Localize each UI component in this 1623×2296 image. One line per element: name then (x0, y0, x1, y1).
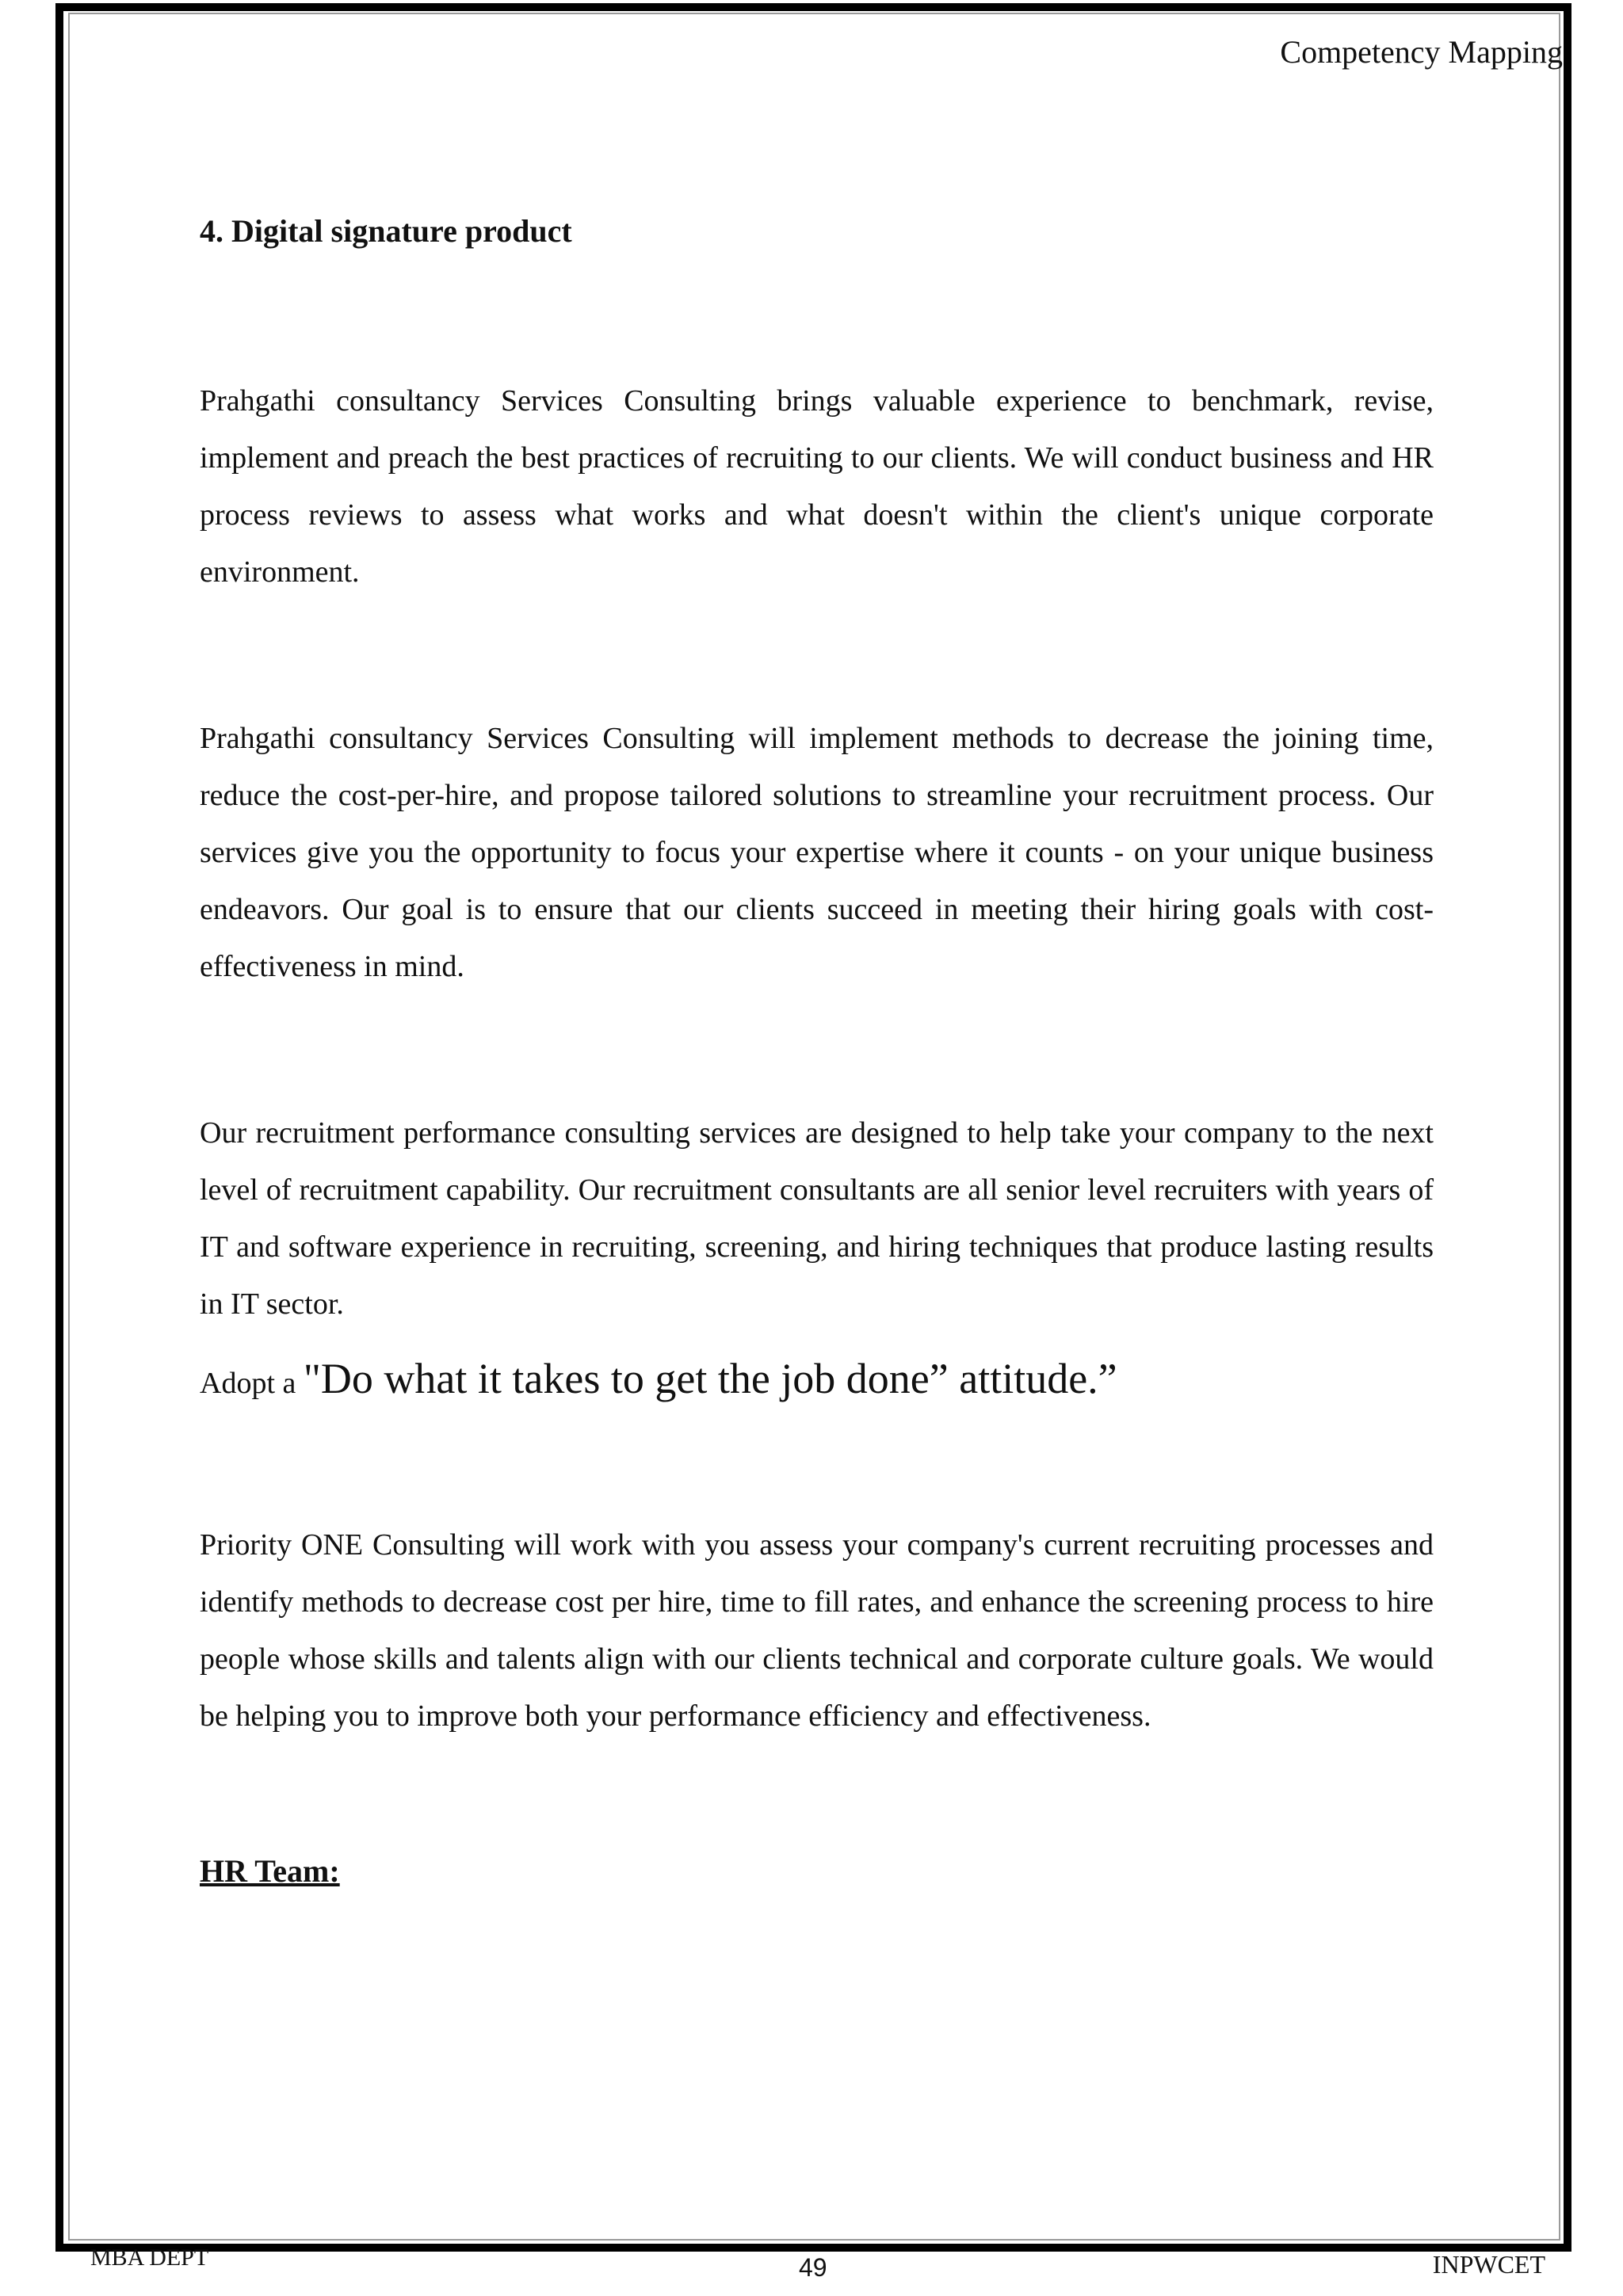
quote-line (200, 1347, 1434, 1415)
quote-prefix: Adopt a (200, 1367, 304, 1400)
paragraph-2: Prahgathi consultancy Services Consulting will implement methods to decrease the joining time, reduce the cost-per-hire, and propose tailored solutions to streamline your recruitment process. Our services give you the opportunity to focus your expertise where it counts - on your unique business endeavors. Our goal is to ensure that our clients succeed in meeting their hiring goals with cost-effectiveness in mind. (200, 722, 1434, 983)
page-content (200, 211, 1434, 1892)
quote-text: "Do what it takes to get the job done” attitude.” (303, 1355, 1117, 1402)
page-number: 49 (799, 2253, 827, 2282)
closing-paragraph: Priority ONE Consulting will work with you assess your company's current recruiting processes and identify methods to decrease cost per hire, time to fill rates, and enhance the screening process to hire people whose skills and talents align with our clients technical and corporate culture goals. We would be helping you to improve both your performance efficiency and effectiveness. (200, 1528, 1434, 1733)
team-heading: HR Team: (200, 1853, 340, 1889)
running-header: Competency Mapping (1280, 34, 1563, 70)
paragraph-3: Our recruitment performance consulting services are designed to help take your company to the next level of recruitment capability. Our recruitment consultants are all senior level recruiters with years of IT and software experience in recruiting, screening, and hiring techniques that produce lasting results in IT sector. (200, 1116, 1434, 1321)
section-heading: 4. Digital signature product (200, 213, 572, 249)
paragraph-1: Prahgathi consultancy Services Consulting brings valuable experience to benchmark, revise, implement and preach the best practices of recruiting to our clients. We will conduct business and HR process reviews to assess what works and what doesn't within the client's unique corporate environment. (200, 384, 1434, 589)
footer-department: MBA DEPT (90, 2245, 209, 2271)
footer-institution: INPWCET (1432, 2250, 1545, 2279)
